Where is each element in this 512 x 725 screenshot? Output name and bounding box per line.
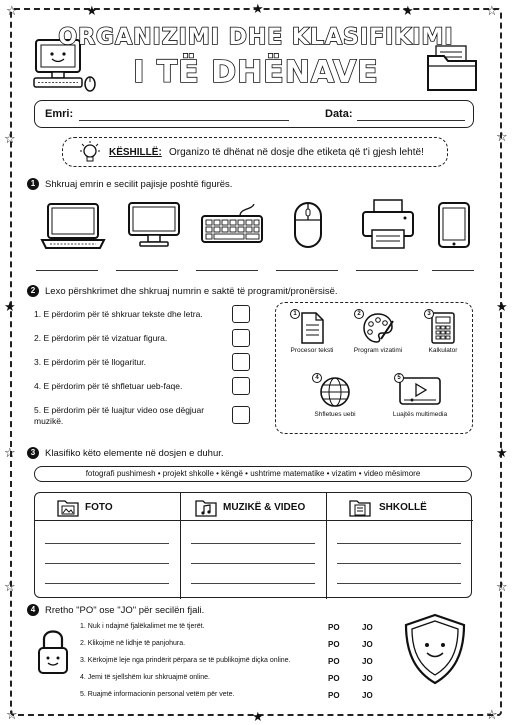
question-3-text: Klasifiko këto elemente në dosjen e duhur. <box>45 448 224 459</box>
lightbulb-icon <box>77 141 103 165</box>
folder-music-video-label: MUZIKË & VIDEO <box>223 502 306 513</box>
answer-box[interactable] <box>232 305 250 323</box>
document-folder-icon <box>349 497 371 517</box>
q2-item: 5. E përdorim për të luajtur video ose dëgjuar muzikë. <box>34 405 205 426</box>
star-icon: ★ <box>86 3 98 18</box>
answer-line[interactable] <box>191 563 315 564</box>
items-list: fotografi pushimesh • projekt shkolle • këngë • ushtrime matematike • vizatim • video mësimore <box>34 466 472 482</box>
globe-icon <box>318 375 352 409</box>
answer-line[interactable] <box>45 583 169 584</box>
document-icon <box>297 311 327 345</box>
folders-table <box>34 492 472 598</box>
tip-text: Organizo të dhënat në dosje dhe etiketa që t'i gjesh lehtë! <box>169 147 424 158</box>
q4-statement: 1. Nuk i ndajmë fjalëkalimet me të tjerët. <box>80 623 205 630</box>
tip-box <box>62 137 448 167</box>
date-field[interactable] <box>357 120 465 121</box>
jo-option[interactable]: JO <box>362 691 373 700</box>
laptop-icon <box>40 202 106 250</box>
question-1-number: 1 <box>27 178 39 190</box>
answer-line[interactable] <box>116 270 178 271</box>
program-media-player: 5 Luajtës multimedia <box>392 375 448 418</box>
palette-icon <box>361 311 395 345</box>
star-icon: ☆ <box>486 707 498 722</box>
star-icon: ★ <box>402 3 414 18</box>
programs-box <box>275 302 473 434</box>
star-icon: ☆ <box>4 579 16 594</box>
folder-school-label: SHKOLLË <box>379 502 427 513</box>
question-2-number: 2 <box>27 285 39 297</box>
star-icon: ☆ <box>4 131 16 146</box>
answer-line[interactable] <box>337 563 461 564</box>
photo-icon <box>57 497 79 517</box>
folder-school <box>327 493 473 599</box>
printer-icon <box>360 198 416 252</box>
question-4-number: 4 <box>27 604 39 616</box>
star-icon: ★ <box>496 445 508 460</box>
answer-line[interactable] <box>337 543 461 544</box>
answer-line[interactable] <box>276 270 338 271</box>
tablet-icon <box>436 200 472 250</box>
padlock-icon <box>36 626 70 676</box>
name-field[interactable] <box>79 120 289 121</box>
title-line-1: ORGANIZIMI DHE KLASIFIKIMI <box>58 25 454 50</box>
jo-option[interactable]: JO <box>362 640 373 649</box>
jo-option[interactable]: JO <box>362 674 373 683</box>
answer-line[interactable] <box>191 583 315 584</box>
star-icon: ☆ <box>6 707 18 722</box>
jo-option[interactable]: JO <box>362 623 373 632</box>
q2-item: 4. E përdorim për të shfletuar ueb-faqe. <box>34 381 183 391</box>
program-web-browser: 4 Shfletues uebi <box>300 373 370 418</box>
name-label: Emri: <box>45 108 74 120</box>
star-icon: ★ <box>4 299 16 314</box>
q2-item: 3. E përdorim për të llogaritur. <box>34 357 146 367</box>
answer-box[interactable] <box>232 377 250 395</box>
star-icon: ☆ <box>4 445 16 460</box>
tip-keyword: KËSHILLË: <box>109 147 162 158</box>
program-word-processor: 1 Procesor teksti <box>290 311 334 354</box>
program-drawing: 2 Program vizatimi <box>353 311 403 354</box>
media-player-icon <box>398 375 442 409</box>
answer-box[interactable] <box>232 353 250 371</box>
star-icon: ☆ <box>486 3 498 18</box>
star-icon: ★ <box>252 709 264 724</box>
question-3-number: 3 <box>27 447 39 459</box>
star-icon: ☆ <box>496 129 508 144</box>
answer-box[interactable] <box>232 329 250 347</box>
star-icon: ☆ <box>6 3 18 18</box>
program-calculator: 3 Kalkulator <box>418 309 468 354</box>
answer-line[interactable] <box>196 270 258 271</box>
po-option[interactable]: PO <box>328 640 340 649</box>
date-label: Data: <box>325 108 353 120</box>
mouse-icon <box>292 200 324 250</box>
question-2-text: Lexo përshkrimet dhe shkruaj numrin e saktë të programit/pronërsisë. <box>45 286 338 297</box>
q2-item: 2. E përdorim për të vizatuar figura. <box>34 333 168 343</box>
calculator-icon <box>430 311 456 345</box>
answer-line[interactable] <box>432 270 474 271</box>
name-date-box <box>34 100 474 128</box>
answer-line[interactable] <box>191 543 315 544</box>
po-option[interactable]: PO <box>328 623 340 632</box>
answer-line[interactable] <box>36 270 98 271</box>
q4-statement: 5. Ruajmë informacionin personal vetëm për vete. <box>80 691 235 698</box>
star-icon: ★ <box>252 1 264 16</box>
question-1-text: Shkruaj emrin e secilit pajisje poshtë figurës. <box>45 179 233 190</box>
star-icon: ★ <box>496 299 508 314</box>
folder-foto-label: FOTO <box>85 502 113 513</box>
q4-statement: 3. Kërkojmë leje nga prindërit përpara se të publikojmë diçka online. <box>80 657 291 664</box>
po-option[interactable]: PO <box>328 674 340 683</box>
q4-statement: 2. Klikojmë në lidhje të panjohura. <box>80 640 186 647</box>
q2-item: 1. E përdorim për të shkruar tekste dhe letra. <box>34 309 203 319</box>
q4-statement: 4. Jemi të sjellshëm kur shkruajmë online. <box>80 674 210 681</box>
answer-line[interactable] <box>337 583 461 584</box>
answer-line[interactable] <box>45 543 169 544</box>
jo-option[interactable]: JO <box>362 657 373 666</box>
po-option[interactable]: PO <box>328 657 340 666</box>
answer-box[interactable] <box>232 406 250 424</box>
folder-foto <box>35 493 181 599</box>
music-icon <box>195 497 217 517</box>
keyboard-icon <box>200 204 266 246</box>
monitor-icon <box>126 200 182 250</box>
folder-music-video <box>181 493 327 599</box>
star-icon: ☆ <box>496 579 508 594</box>
answer-line[interactable] <box>45 563 169 564</box>
shield-icon <box>402 612 468 686</box>
answer-line[interactable] <box>356 270 418 271</box>
po-option[interactable]: PO <box>328 691 340 700</box>
title-line-2: I TË DHËNAVE <box>133 55 379 90</box>
question-4-text: Rretho "PO" ose "JO" për secilën fjali. <box>45 605 205 616</box>
